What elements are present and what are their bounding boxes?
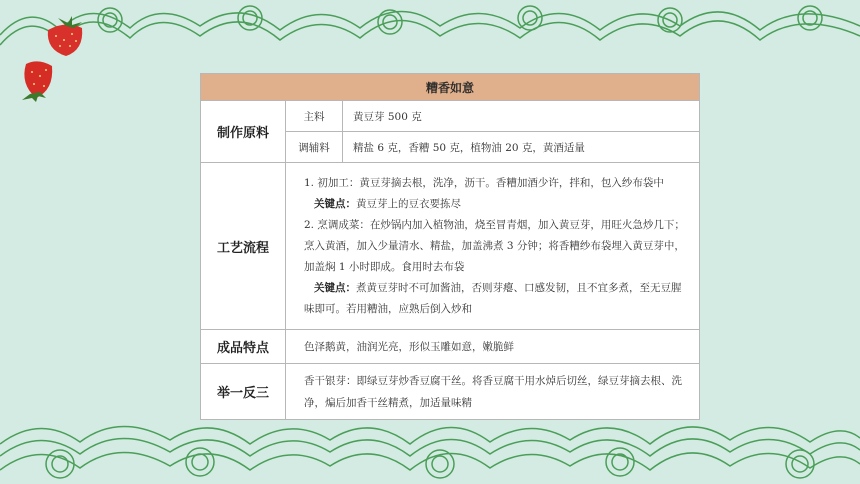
key-point-1: [304, 194, 689, 215]
process-step-2: 2. 烹调成菜：在炒锅内加入植物油，烧至冒青烟，加入黄豆芽，用旺火急炒几下；烹入黄酒，加入少量清水、精盐，加盖沸煮 3 分钟；将香糟纱布袋埋入黄豆芽中，加盖焖 1 小时即成。食用时去布袋: [304, 219, 685, 273]
title-row: [201, 74, 700, 101]
process-header: 工艺流程: [201, 163, 286, 330]
table-row: [201, 364, 700, 420]
features-header: 成品特点: [201, 330, 286, 364]
materials-header: 制作原料: [201, 101, 286, 163]
main-ingredient-value: 黄豆芽 500 克: [343, 101, 700, 132]
features-text: 色泽鹅黄，油润光亮，形似玉雕如意，嫩脆鲜: [286, 330, 700, 364]
key-point-text: 煮黄豆芽时不可加酱油，否则芽瘪、口感发韧，且不宜多煮，至无豆腥味即可。若用糟油，应熟后倒入炒和: [304, 282, 682, 315]
recipe-title: 糟香如意: [201, 74, 700, 101]
strawberry-icon: [18, 54, 58, 102]
recipe-card: [200, 73, 700, 420]
variation-header: 举一反三: [201, 364, 286, 420]
table-row: [201, 163, 700, 330]
key-point-label: 关键点：: [314, 198, 356, 210]
wave-pattern-top: [0, 0, 860, 60]
variation-text: 香干银芽：即绿豆芽炒香豆腐干丝。将香豆腐干用水焯后切丝，绿豆芽摘去根、洗净，煸后加香干丝精煮，加适量味精: [286, 364, 700, 420]
recipe-table: [200, 73, 700, 420]
main-ingredient-label: 主料: [286, 101, 343, 132]
table-row: [201, 330, 700, 364]
wave-pattern-bottom: [0, 414, 860, 484]
process-content: [286, 163, 700, 330]
aux-ingredient-label: 调辅料: [286, 132, 343, 163]
key-point-2: [304, 278, 689, 320]
strawberry-icon: [42, 14, 90, 58]
aux-ingredient-value: 精盐 6 克，香糟 50 克，植物油 20 克，黄酒适量: [343, 132, 700, 163]
process-step-1: 1. 初加工：黄豆芽摘去根，洗净，沥干。香糟加酒少许，拌和，包入纱布袋中: [304, 177, 664, 189]
key-point-label: 关键点：: [314, 282, 356, 294]
key-point-text: 黄豆芽上的豆衣要拣尽: [356, 198, 461, 210]
table-row: [201, 101, 700, 132]
